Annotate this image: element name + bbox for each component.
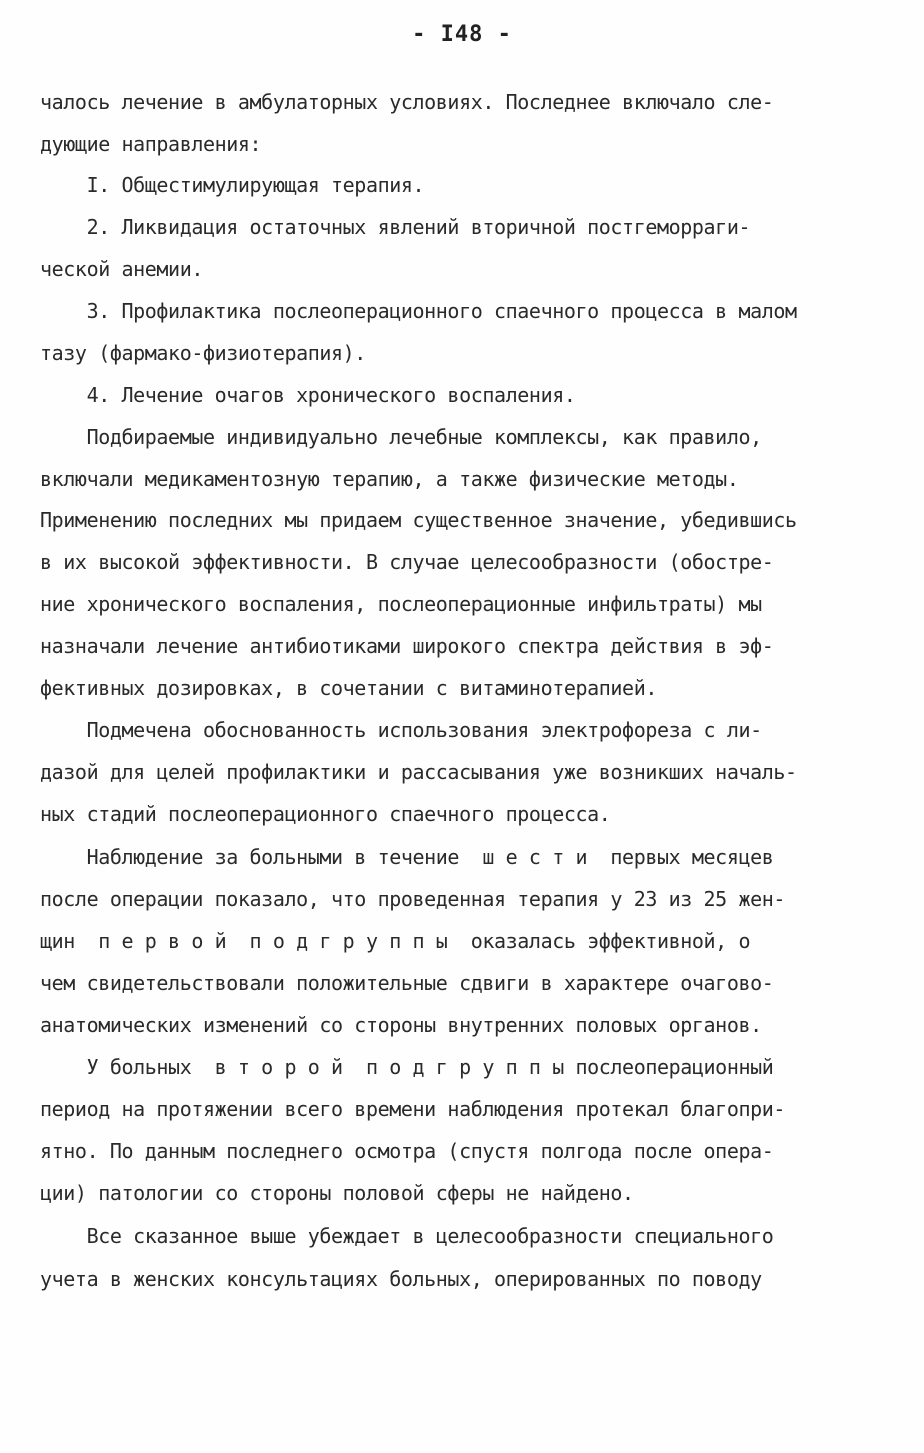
text-line: назначали лечение антибиотиками широкого спектра действия в эф-: [40, 634, 774, 658]
text-line: ятно. По данным последнего осмотра (спустя полгода после опера-: [40, 1139, 774, 1163]
text-line: Применению последних мы придаем существенное значение, убедившись: [40, 508, 797, 532]
text-line: учета в женских консультациях больных, оперированных по поводу: [40, 1267, 762, 1291]
text-line: Наблюдение за больными в течение ш е с т и первых месяцев: [40, 845, 774, 869]
text-line: дующие направления:: [40, 132, 262, 156]
text-line: ции) патологии со стороны половой сферы не найдено.: [40, 1181, 634, 1205]
text-line: Подмечена обоснованность использования электрофореза с ли-: [40, 718, 762, 742]
text-line: период на протяжении всего времени наблюдения протекал благопри-: [40, 1097, 786, 1121]
text-line: анатомических изменений со стороны внутренних половых органов.: [40, 1013, 762, 1037]
text-line: фективных дозировках, в сочетании с витаминотерапией.: [40, 676, 657, 700]
text-line: I. Общестимулирующая терапия.: [40, 173, 425, 197]
text-line: ных стадий послеоперационного спаечного процесса.: [40, 802, 611, 826]
text-line: дазой для целей профилактики и рассасывания уже возникших началь-: [40, 760, 797, 784]
page-number: - I48 -: [412, 22, 512, 47]
text-line: ние хронического воспаления, послеоперационные инфильтраты) мы: [40, 592, 762, 616]
text-line: Все сказанное выше убеждает в целесообразности специального: [40, 1224, 774, 1248]
text-line: щин п е р в о й п о д г р у п п ы оказалась эффективной, о: [40, 929, 751, 953]
text-line: 4. Лечение очагов хронического воспаления.: [40, 383, 576, 407]
text-line: после операции показало, что проведенная терапия у 23 из 25 жен-: [40, 887, 786, 911]
text-line: ческой анемии.: [40, 257, 203, 281]
text-line: У больных в т о р о й п о д г р у п п ы послеоперационный: [40, 1055, 774, 1079]
text-line: в их высокой эффективности. В случае целесообразности (обостре-: [40, 550, 774, 574]
text-line: 2. Ликвидация остаточных явлений вторичной постгеморраги-: [40, 215, 751, 239]
text-line: чем свидетельствовали положительные сдвиги в характере очагово-: [40, 971, 774, 995]
text-line: включали медикаментозную терапию, а также физические методы.: [40, 467, 739, 491]
text-line: 3. Профилактика послеоперационного спаечного процесса в малом: [40, 299, 797, 323]
text-line: тазу (фармако-физиотерапия).: [40, 341, 366, 365]
text-line: чалось лечение в амбулаторных условиях. Последнее включало сле-: [40, 90, 774, 114]
text-line: Подбираемые индивидуально лечебные комплексы, как правило,: [40, 425, 762, 449]
